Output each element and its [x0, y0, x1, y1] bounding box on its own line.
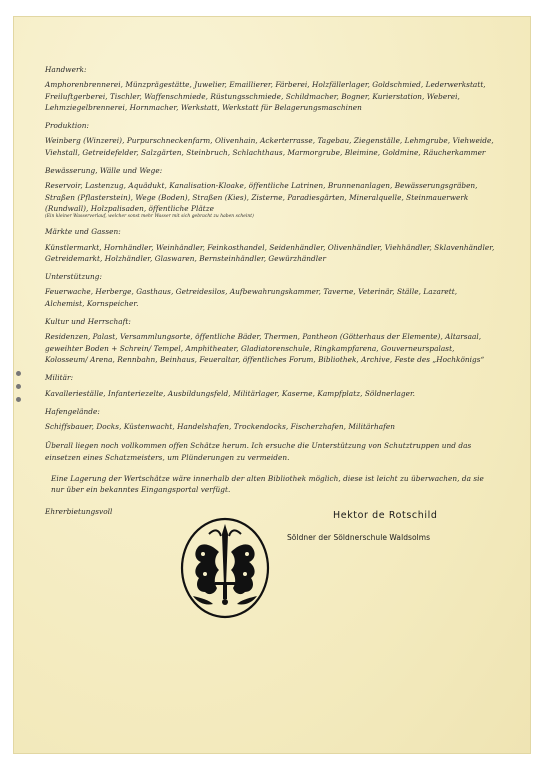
section-title-bewaesserung: Bewässerung, Wälle und Wege: — [45, 166, 163, 176]
section-title-produktion: Produktion: — [45, 121, 89, 131]
closing-paragraph-library: Eine Lagerung der Wertschätze wäre innerhalb der alten Bibliothek möglich, diese ist leicht zu überwachen, da sie nur über ein bekanntes Eingangsportal verfügt. — [51, 474, 484, 495]
punch-hole-icon — [16, 397, 21, 402]
section-title-maerkte: Märkte und Gassen: — [45, 227, 121, 237]
greeting: Ehrerbietungsvoll — [45, 506, 113, 516]
section-text-unterstuetzung: Feuerwache, Herberge, Gasthaus, Getreidesilos, Aufbewahrungskammer, Taverne, Veterinär, Ställe, Lazarett, Alchemist, Kornspeicher. — [45, 287, 458, 308]
section-title-hafen: Hafengelände: — [45, 406, 100, 416]
section-title-kultur: Kultur und Herrschaft: — [45, 317, 131, 327]
wax-seal-emblem-icon — [179, 516, 271, 620]
section-text-handwerk: Amphorenbrennerei, Münzprägestätte, Juwelier, Emaillierer, Färberei, Holzfällerlager, Goldschmied, Lederwerkstatt, Freiluftgerberei, Tischler, Waffenschmiede, Rüstungsschmiede, Schildmacher, Bogner, Kurierstation, Weberei, Lehmziegelbrennerei, Hornmacher, Werkstatt, Werkstatt für Belagerungsmaschinen — [45, 80, 486, 112]
section-note-bewaesserung: (Ein kleiner Wasserverlauf, welcher sonst mehr Wasser mit sich gebracht zu haben scheint) — [45, 214, 254, 220]
closing-paragraph-treasures: Überall liegen noch vollkommen offen Schätze herum. Ich ersuche die Unterstützung von Schutztruppen und das einsetzen eines Schatzmeisters, um Plünderungen zu vermeiden. — [45, 441, 472, 462]
section-title-militaer: Militär: — [45, 373, 74, 383]
signature-block — [45, 506, 495, 636]
signer-name: Hektor de Rotschild — [333, 509, 438, 521]
section-text-militaer: Kavallerieställe, Infanteriezelte, Ausbildungsfeld, Militärlager, Kaserne, Kampfplatz, Söldnerlager. — [45, 388, 416, 398]
punch-hole-icon — [16, 371, 21, 376]
signer-title: Söldner der Söldnerschule Waldsolms — [287, 532, 431, 542]
section-text-produktion: Weinberg (Winzerei), Purpurschneckenfarm, Olivenhain, Ackerterrasse, Tagebau, Ziegenställe, Lehmgrube, Viehweide, Viehstall, Getreidefelder, Salzgärten, Steinbruch, Schlachthaus, Marmorgrube, Bleimine, Goldmine, Räucherkammer — [45, 136, 494, 157]
section-text-kultur: Residenzen, Palast, Versammlungsorte, öffentliche Bäder, Thermen, Pantheon (Götterhaus der Elemente), Altarsaal, geweihter Boden + Schrein/ Tempel, Amphitheater, Gladiatorenschule, Ringkampfarena, Gouverneurspalast, Kolosseum/ Arena, Rennbahn, Beinhaus, Feueraltar, öffentliches Forum, Bibliothek, Archive, Feste des „Hochkönigs“ — [45, 332, 485, 364]
section-text-hafen: Schiffsbauer, Docks, Küstenwacht, Handelshafen, Trockendocks, Fischerzhafen, Militärhafen — [45, 422, 395, 432]
section-title-unterstuetzung: Unterstützung: — [45, 272, 102, 282]
punch-hole-icon — [16, 384, 21, 389]
letter-body — [45, 64, 495, 636]
section-bewaesserung — [45, 180, 495, 220]
section-title-handwerk: Handwerk: — [45, 65, 87, 74]
section-text-maerkte: Künstlermarkt, Hornhändler, Weinhändler, Feinkosthandel, Seidenhändler, Olivenhändler, Viehhändler, Sklavenhändler, Getreidemarkt, Holzhändler, Glaswaren, Bernsteinhändler, Gewürzhändler — [45, 242, 495, 263]
section-text-bewaesserung: Reservoir, Lastenzug, Aquädukt, Kanalisation-Kloake, öffentliche Latrinen, Brunnenanlagen, Bewässerungsgräben, Straßen (Pflasterstein), Wege (Boden), Straßen (Kies), Zisterne, Paradiesgärten, Mineralquelle, Steinmauerwerk (Rundwall), Holzpalisaden, öffentliche Plätze — [45, 181, 478, 213]
